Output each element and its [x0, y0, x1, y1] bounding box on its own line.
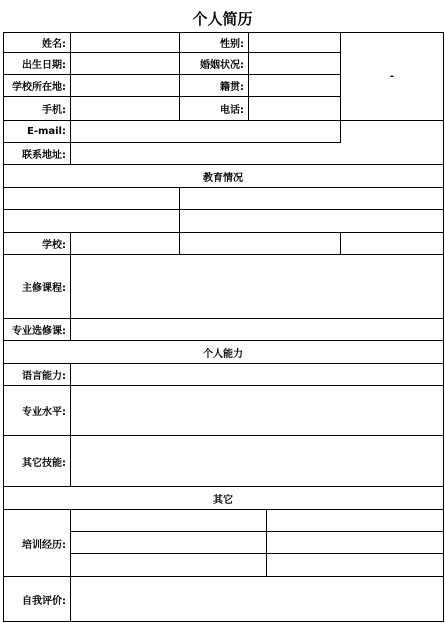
- training-cell[interactable]: [267, 532, 444, 554]
- native-place-label: 籍贯:: [180, 75, 249, 97]
- birthdate-label: 出生日期:: [3, 53, 71, 75]
- elective-courses-field[interactable]: [71, 319, 444, 341]
- other-section-header: 其它: [3, 487, 444, 510]
- native-place-field[interactable]: [249, 75, 341, 97]
- other-skills-label: 其它技能:: [3, 436, 71, 487]
- education-cell[interactable]: [3, 210, 180, 233]
- education-cell[interactable]: [3, 188, 180, 210]
- self-evaluation-label: 自我评价:: [3, 577, 71, 622]
- training-cell[interactable]: [267, 510, 444, 532]
- training-cell[interactable]: [267, 554, 444, 577]
- training-cell[interactable]: [71, 532, 267, 554]
- ability-section-header: 个人能力: [3, 341, 444, 364]
- major-field[interactable]: [180, 233, 341, 255]
- email-field[interactable]: [71, 121, 341, 143]
- degree-field[interactable]: [341, 233, 444, 255]
- self-evaluation-field[interactable]: [71, 577, 444, 622]
- birthdate-field[interactable]: [71, 53, 180, 75]
- training-label: 培训经历:: [3, 510, 71, 577]
- mobile-label: 手机:: [3, 97, 71, 121]
- address-label: 联系地址:: [3, 143, 71, 165]
- language-field[interactable]: [71, 364, 444, 386]
- professional-level-field[interactable]: [71, 386, 444, 436]
- major-courses-field[interactable]: [71, 255, 444, 319]
- phone-label: 电话:: [180, 97, 249, 121]
- address-field[interactable]: [71, 143, 444, 165]
- marital-status-field[interactable]: [249, 53, 341, 75]
- school-location-field[interactable]: [71, 75, 180, 97]
- school-label: 学校:: [3, 233, 71, 255]
- gender-field[interactable]: [249, 32, 341, 53]
- education-cell[interactable]: [180, 210, 444, 233]
- gender-label: 性别:: [180, 32, 249, 53]
- resume-title: 个人简历: [192, 10, 253, 28]
- name-label: 姓名:: [3, 32, 71, 53]
- school-location-label: 学校所在地:: [3, 75, 71, 97]
- mobile-field[interactable]: [71, 97, 180, 121]
- phone-field[interactable]: [249, 97, 341, 121]
- elective-courses-label: 专业选修课:: [3, 319, 71, 341]
- education-section-header: 教育情况: [3, 165, 444, 188]
- other-skills-field[interactable]: [71, 436, 444, 487]
- email-label: E-mail:: [3, 121, 71, 143]
- blank-cell: [341, 121, 444, 143]
- training-cell[interactable]: [71, 510, 267, 532]
- name-field[interactable]: [71, 32, 180, 53]
- language-label: 语言能力:: [3, 364, 71, 386]
- training-cell[interactable]: [71, 554, 267, 577]
- professional-level-label: 专业水平:: [3, 386, 71, 436]
- photo-box[interactable]: -: [341, 32, 444, 121]
- major-courses-label: 主修课程:: [3, 255, 71, 319]
- education-cell[interactable]: [180, 188, 444, 210]
- marital-status-label: 婚姻状况:: [180, 53, 249, 75]
- school-field[interactable]: [71, 233, 180, 255]
